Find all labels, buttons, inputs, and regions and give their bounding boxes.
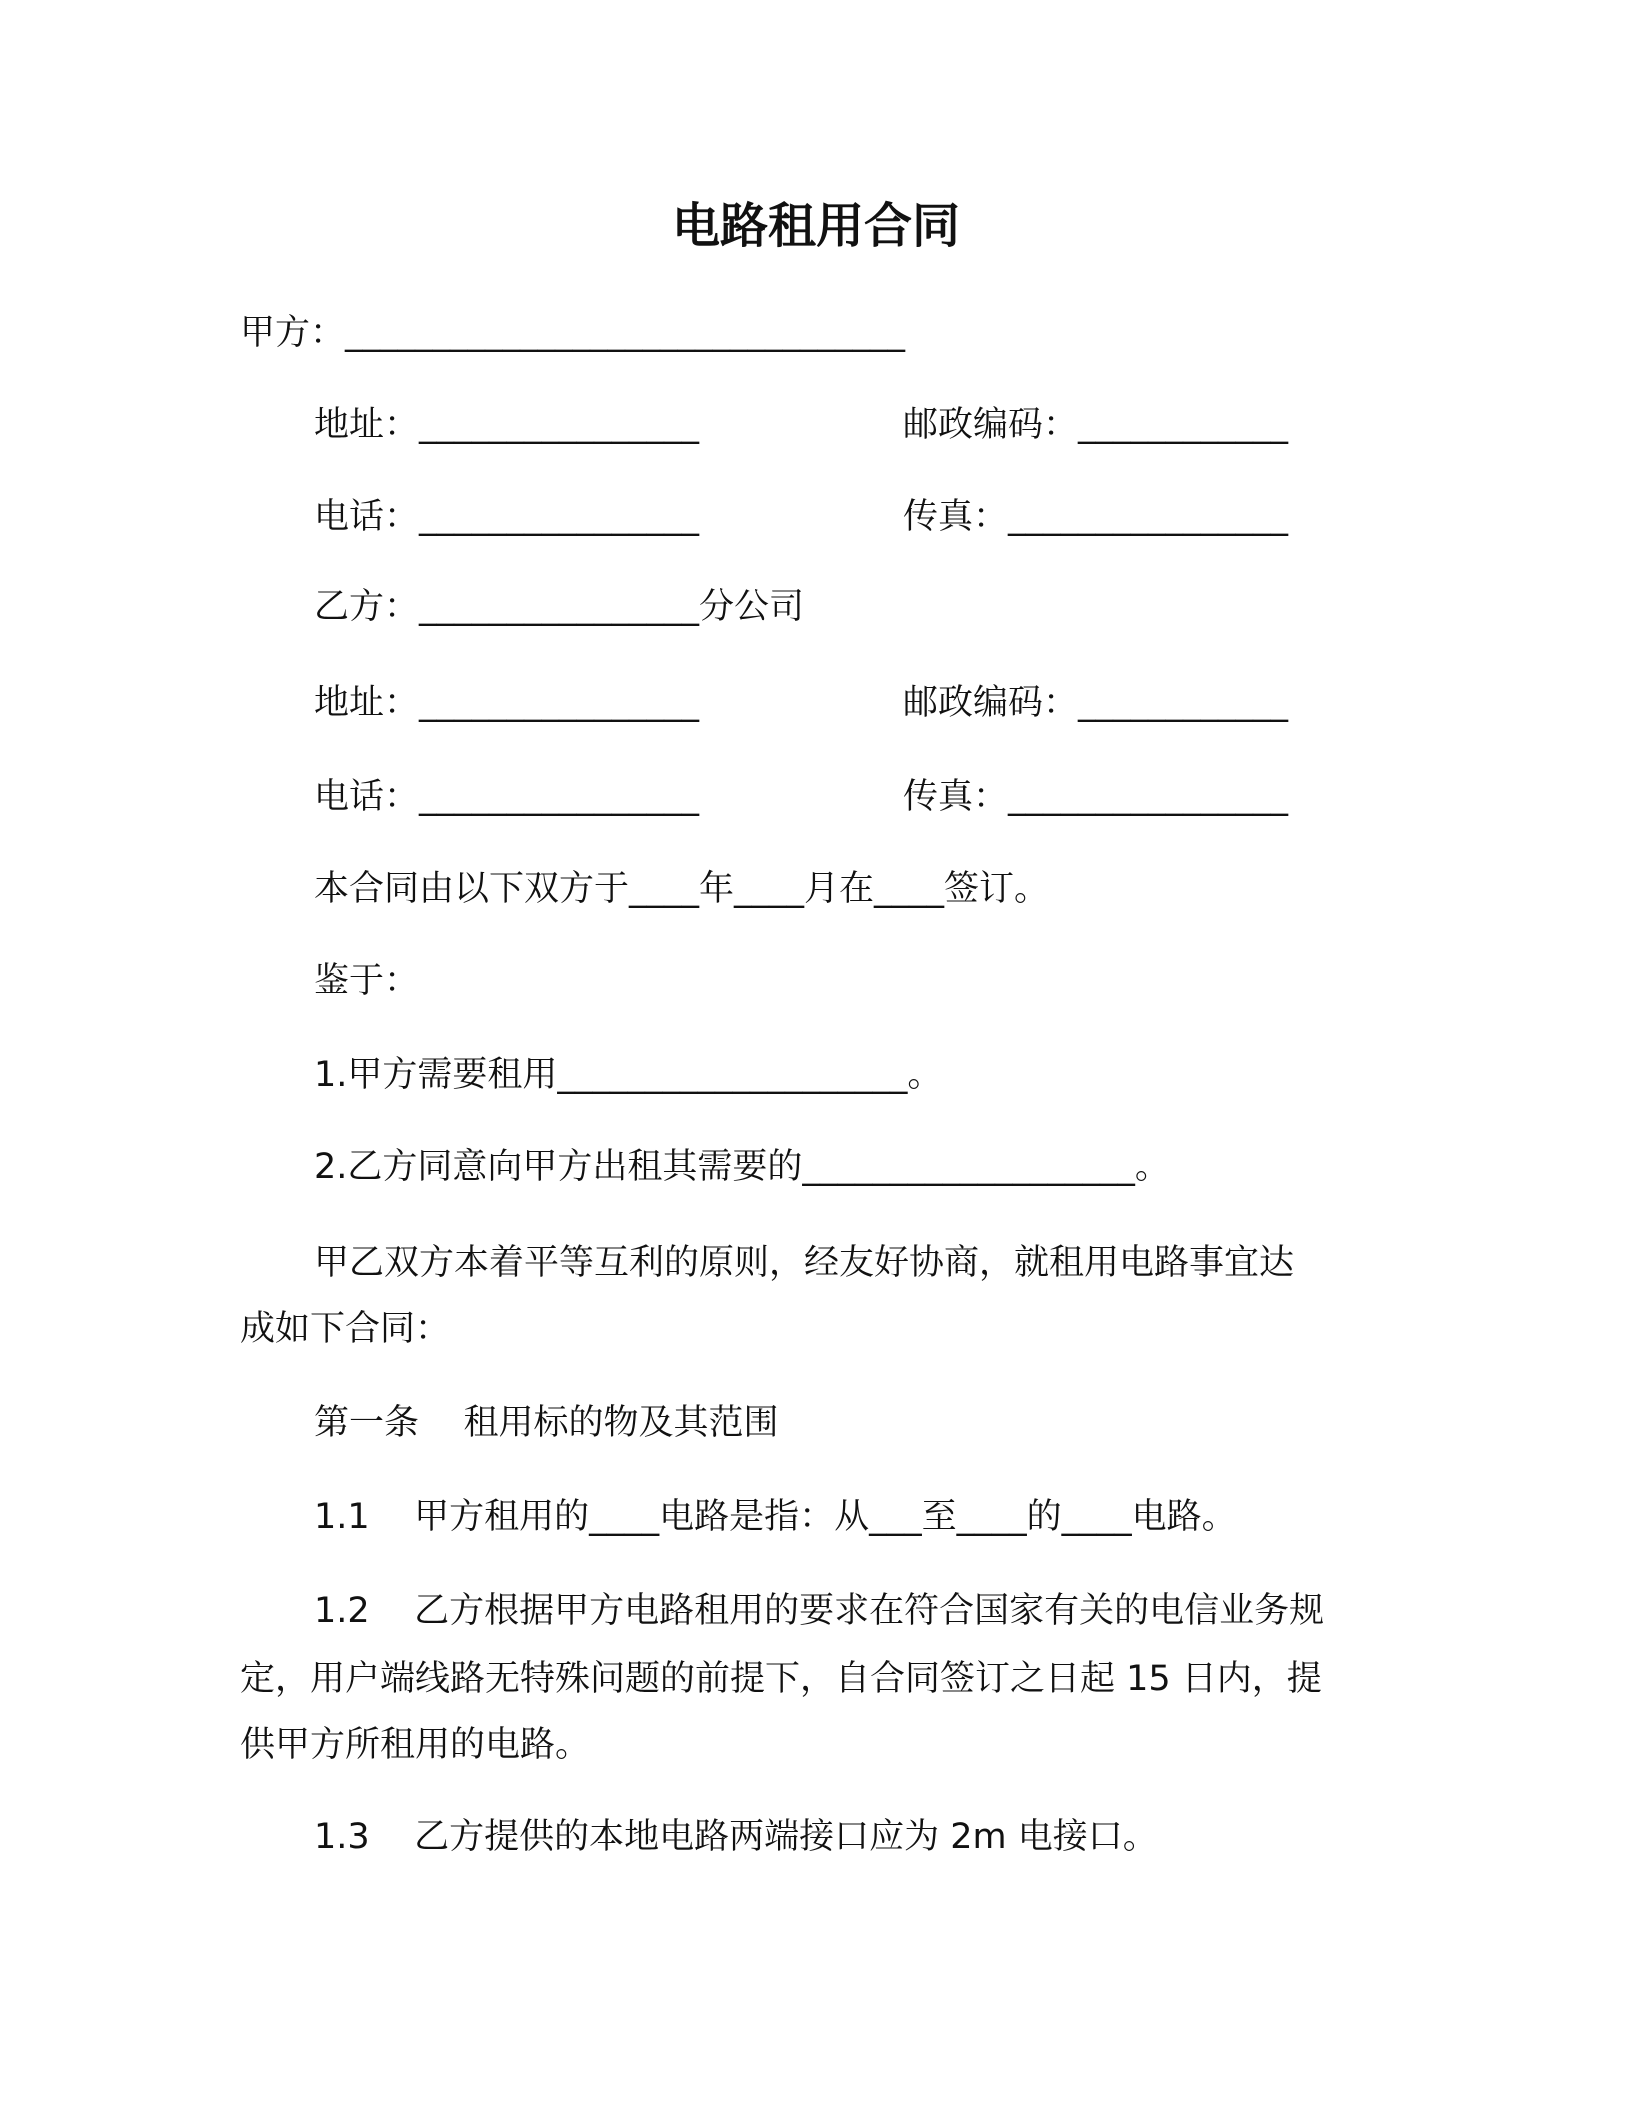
whereas-item-1: 1.甲方需要租用____________________。: [314, 1055, 943, 1095]
preamble-line-2: 成如下合同：: [240, 1309, 451, 1349]
article-1-heading: 第一条 租用标的物及其范围: [314, 1403, 779, 1443]
party-b-fax: 传真：________________: [903, 777, 1289, 817]
whereas-item-2: 2.乙方同意向甲方出租其需要的___________________。: [314, 1147, 1170, 1187]
party-b-postal-code: 邮政编码：____________: [903, 683, 1289, 723]
clause-1-2-line-3: 供甲方所租用的电路。: [240, 1725, 591, 1765]
party-b-address: 地址：________________: [314, 683, 700, 723]
party-b-name-line: 乙方：________________分公司: [314, 587, 805, 627]
party-a-fax: 传真：________________: [903, 497, 1289, 537]
clause-1-1: 1.1 甲方租用的____电路是指：从___至____的____电路。: [314, 1497, 1237, 1537]
party-a-postal-code: 邮政编码：____________: [903, 405, 1289, 445]
preamble-line-1: 甲乙双方本着平等互利的原则，经友好协商，就租用电路事宜达: [314, 1243, 1295, 1283]
party-b-phone: 电话：________________: [314, 777, 700, 817]
signing-line: 本合同由以下双方于____年____月在____签订。: [314, 869, 1050, 909]
clause-1-2-line-2: 定，用户端线路无特殊问题的前提下，自合同签订之日起 15 日内，提: [240, 1659, 1322, 1699]
party-a-phone: 电话：________________: [314, 497, 700, 537]
document-title: 电路租用合同: [671, 198, 960, 254]
clause-1-3: 1.3 乙方提供的本地电路两端接口应为 2m 电接口。: [314, 1817, 1158, 1857]
clause-1-2-line-1: 1.2 乙方根据甲方电路租用的要求在符合国家有关的电信业务规: [314, 1591, 1325, 1631]
party-a-address: 地址：________________: [314, 405, 700, 445]
whereas-heading: 鉴于：: [314, 961, 420, 1001]
party-a-name-line: 甲方：________________________________: [240, 313, 906, 353]
